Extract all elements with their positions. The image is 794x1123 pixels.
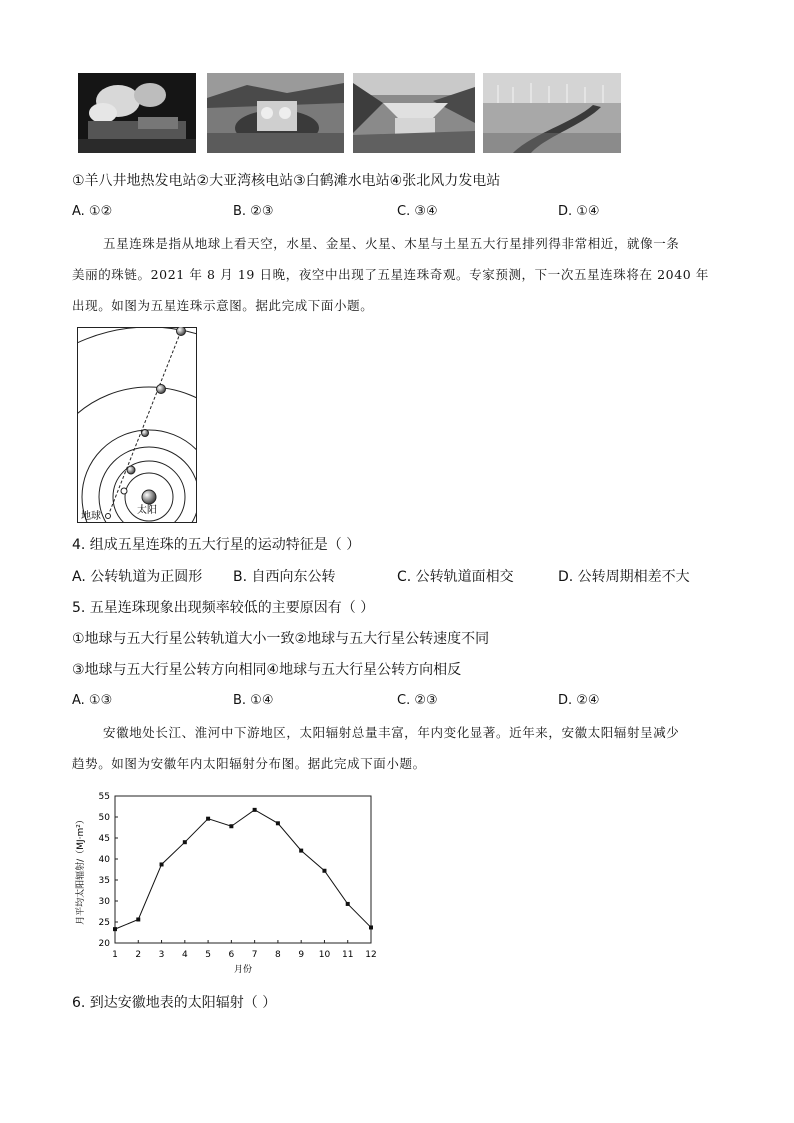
planet-venus xyxy=(127,466,135,474)
x-tick-label: 10 xyxy=(318,950,331,960)
q5-option-b: B. ①④ xyxy=(233,693,274,708)
photo-wind-station xyxy=(483,73,621,153)
q5-option-c: C. ②③ xyxy=(397,693,438,708)
x-tick-label: 11 xyxy=(342,950,354,960)
y-tick-label: 55 xyxy=(98,792,110,802)
data-point xyxy=(369,925,373,929)
x-tick-label: 7 xyxy=(251,950,258,960)
y-tick-label: 20 xyxy=(98,939,110,949)
y-tick-label: 25 xyxy=(98,918,110,928)
passage2-line1: 安徽地处长江、淮河中下游地区，太阳辐射总量丰富，年内变化显著。近年来，安徽太阳辐射呈减少 xyxy=(103,725,680,740)
x-tick-label: 3 xyxy=(158,950,165,960)
five-planets-diagram xyxy=(77,327,197,523)
planet-mars xyxy=(142,430,149,437)
orbit-5 xyxy=(77,387,197,523)
photo-nuclear-station xyxy=(207,73,344,153)
x-tick-label: 6 xyxy=(228,950,235,960)
y-tick-label: 30 xyxy=(98,897,110,907)
y-axis-label: 月平均太阳辐射/（MJ·m²） xyxy=(76,815,86,925)
q5-stem: 5. 五星连珠现象出现频率较低的主要原因有（ ） xyxy=(72,600,375,616)
x-tick-label: 1 xyxy=(112,950,118,960)
planet-jupiter xyxy=(157,385,166,394)
x-tick-label: 5 xyxy=(205,950,211,960)
data-point xyxy=(183,840,187,844)
q3-option-c: C. ③④ xyxy=(397,204,438,219)
series-line xyxy=(115,810,371,929)
x-axis-label: 月份 xyxy=(233,965,253,975)
photo-hydro-station xyxy=(353,73,475,153)
y-tick-label: 35 xyxy=(98,876,110,886)
data-point xyxy=(299,849,303,853)
data-point xyxy=(206,817,210,821)
y-tick-label: 45 xyxy=(98,834,110,844)
x-tick-label: 4 xyxy=(181,950,188,960)
q4-stem: 4. 组成五星连珠的五大行星的运动特征是（ ） xyxy=(72,537,361,553)
q6-stem: 6. 到达安徽地表的太阳辐射（ ） xyxy=(72,995,277,1011)
q3-option-d: D. ①④ xyxy=(558,204,600,219)
y-tick-label: 50 xyxy=(98,813,110,823)
solar-radiation-chart xyxy=(70,787,390,977)
q4-option-d: D. 公转周期相差不大 xyxy=(558,569,690,585)
stations-caption: ①羊八井地热发电站②大亚湾核电站③白鹤滩水电站④张北风力发电站 xyxy=(72,173,501,189)
data-point xyxy=(136,917,140,921)
q3-option-b: B. ②③ xyxy=(233,204,274,219)
q4-option-b: B. 自西向东公转 xyxy=(233,569,336,585)
passage1-line2: 美丽的珠链。2021 年 8 月 19 日晚，夜空中出现了五星连珠奇观。专家预测，下一次五星连珠将在 2040 年 xyxy=(72,267,709,282)
x-tick-label: 2 xyxy=(135,950,142,960)
sun-label: 太阳 xyxy=(137,505,157,516)
q3-option-a: A. ①② xyxy=(72,204,113,219)
planet-mercury xyxy=(121,488,127,494)
data-point xyxy=(160,862,164,866)
x-tick-label: 8 xyxy=(275,950,281,960)
passage1-line1: 五星连珠是指从地球上看天空，水星、金星、火星、木星与土星五大行星排列得非常相近，就像一条 xyxy=(103,236,680,251)
alignment-line xyxy=(108,331,181,516)
photo-geothermal-station xyxy=(78,73,196,153)
data-point xyxy=(346,902,350,906)
data-point xyxy=(229,824,233,828)
sun-icon xyxy=(142,490,156,504)
x-tick-label: 9 xyxy=(298,950,305,960)
passage2-line2: 趋势。如图为安徽年内太阳辐射分布图。据此完成下面小题。 xyxy=(72,756,426,771)
y-tick-label: 40 xyxy=(98,855,110,865)
q5-statement-line1: ①地球与五大行星公转轨道大小一致②地球与五大行星公转速度不同 xyxy=(72,631,490,647)
data-point xyxy=(113,927,117,931)
passage1-line3: 出现。如图为五星连珠示意图。据此完成下面小题。 xyxy=(72,298,374,313)
orbit-6 xyxy=(77,327,197,523)
q4-option-c: C. 公转轨道面相交 xyxy=(397,569,514,585)
planet-saturn xyxy=(177,327,186,336)
data-point xyxy=(322,869,326,873)
q5-option-d: D. ②④ xyxy=(558,693,600,708)
diagram-frame xyxy=(78,328,197,523)
earth-label: 地球 xyxy=(81,511,101,522)
data-point xyxy=(253,808,257,812)
x-tick-label: 12 xyxy=(365,950,377,960)
q5-statement-line2: ③地球与五大行星公转方向相同④地球与五大行星公转方向相反 xyxy=(72,662,462,678)
q5-option-a: A. ①③ xyxy=(72,693,113,708)
planet-earth xyxy=(106,514,111,519)
q4-option-a: A. 公转轨道为正圆形 xyxy=(72,569,203,585)
data-point xyxy=(276,821,280,825)
